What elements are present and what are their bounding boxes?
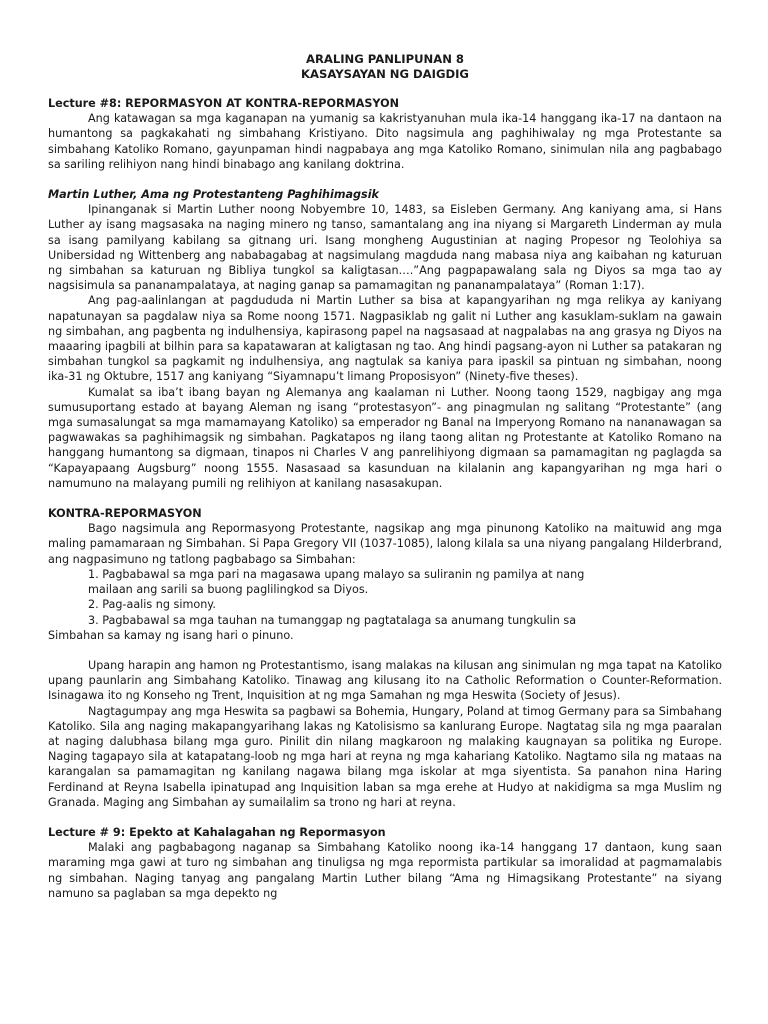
luther-paragraph-1: Ipinanganak si Martin Luther noong Nobyembre 10, 1483, sa Eisleben Germany. Ang kaniyang ama, si Hans Luther ay isang magsasaka na naging minero ng tanso, samantalang ang ina niyang si Margareth Linderman ay mula sa isang pamilyang kabilang sa gitnang uri. Isang mongheng Augustinian at naging Propesor ng Teolohiya sa Unibersidad ng Wittenberg ang nababagabag at nagsimulang magduda nang mabasa niya ang kaibahan ng katuruan ng simbahan sa katuruan ng Bibliya tungkol sa kaligtasan….”Ang pagpapawalang sala ng Diyos sa mga tao ay nagsisimula sa pananampalataya, at naging ganap sa pamamagitan ng pananampalataya” (Roman 1:17).: [48, 203, 722, 293]
kontra-paragraph-2: Upang harapin ang hamon ng Protestantismo, isang malakas na kilusan ang sinimulan ng mga tapat na Katoliko upang paunlarin ang Simbahang Katoliko. Tinawag ang kilusang ito na Catholic Reformation o Counter-Reformation. Isinagawa ito ng Konseho ng Trent, Inquisition at ng mga Samahan ng mga Heswita (Society of Jesus).: [48, 658, 722, 703]
kontra-paragraph-3: Nagtagumpay ang mga Heswita sa pagbawi sa Bohemia, Hungary, Poland at timog Germany para sa Simbahang Katoliko. Sila ang naging makapangyarihang lakas ng Katolisismo sa kanlurang Europe. Nagtatag sila ng mga paaralan at naging dalubhasa bilang mga guro. Pinilit din nilang magkaroon ng malaking kaugnayan sa politika ng Europe. Naging tagapayo sila at katapatang-loob ng mga hari at reyna ng mga kahariang Katoliko. Nagtamo sila ng mataas na karangalan sa pamamagitan ng kanilang nagawa bilang mga iskolar at mga siyentista. Sa panahon nina Haring Ferdinand at Reyna Isabella ipinatupad ang Inquisition laban sa mga erehe at Hudyo at nakidigma sa mga Muslim ng Granada. Maging ang Simbahan ay sumailalim sa trono ng hari at reyna.: [48, 704, 722, 809]
course-title: KASAYSAYAN NG DAIGDIG: [301, 67, 469, 81]
kontra-heading: KONTRA-REPORMASYON: [48, 507, 202, 521]
lecture-9-section: [48, 825, 722, 901]
kontra-section: [48, 506, 722, 810]
reform-list-item-1-continued: mailaan ang sarili sa buong paglilingkod sa Diyos.: [88, 583, 369, 597]
lecture-8-intro-paragraph: Ang katawagan sa mga kaganapan na yumanig sa kakristyanuhan mula ika-14 hanggang ika-17 na dantaon na humantong sa pagkakahati ng simbahang Kristiyano. Dito nagsimula ang paghihiwalay ng mga Protestante sa simbahang Katoliko Romano, gayunpaman hindi nagpabaya ang mga Katoliko Romano, sinimulan nila ang pagbabago sa sariling relihiyon nang hindi binabago ang kanilang doktrina.: [48, 112, 722, 171]
reform-list-item-3: 3. Pagbabawal sa mga tauhan na tumanggap ng pagtatalaga sa anumang tungkulin sa: [88, 613, 577, 627]
lecture-8-section: [48, 96, 722, 172]
luther-paragraph-2: Ang pag-aalinlangan at pagdududa ni Martin Luther sa bisa at kapangyarihan ng mga relikya ay kaniyang napatunayan sa pagdalaw niya sa Rome noong 1571. Nagpasiklab ng galit ni Luther ang kasuklam-suklam na gawain ng simbahan, ang pagbenta ng indulhensiya, kapirasong papel na nagsasaad at nagpalabas na ang grasya ng Diyos na maaaring ipagbili at bilhin para sa kapatawaran at kaligtasan ng tao. Ang hindi pagsang-ayon ni Luther sa patakaran ng simbahan tungkol sa pagkamit ng indulhensiya, ang nagtulak sa kaniya para ipaskil sa pintuan ng simbahan, noong ika-31 ng Oktubre, 1517 ang kaniyang “Siyamnapu’t limang Proposisyon” (Ninety-five theses).: [48, 294, 722, 384]
luther-paragraph-3: Kumalat sa iba’t ibang bayan ng Alemanya ang kaalaman ni Luther. Noong taong 1529, nagbigay ang mga sumusuportang estado at bayang Aleman ng isang “protestasyon”- ang pinagmulan ng salitang “Protestante” (ang mga sumasalungat sa mga mamamayang Katoliko) sa emperador ng Banal na Imperyong Romano na nananawagan sa pagwawakas sa paghihimagsik ng simbahan. Pagkatapos ng ilang taong alitan ng Protestante at Katoliko Romano na hanggang humantong sa digmaan, tinapos ni Charles V ang panrelihiyong digmaan sa pamamagitan ng paglagda sa “Kapayapaang Augsburg” noong 1555. Nasasaad sa kasunduan na kilalanin ang kapangyarihan ng mga hari o namumuno na malayang pumili ng relihiyon at kanilang nasasakupan.: [48, 385, 722, 490]
kontra-paragraph-1: Bago nagsimula ang Repormasyong Protestante, nagsikap ang mga pinunong Katoliko na maituwid ang mga maling pamamaraan ng Simbahan. Si Papa Gregory VII (1037-1085), lalong kilala sa una niyang pangalang Hilderbrand, ang nagpasimuno ng tatlong pagbabago sa Simbahan:: [48, 522, 722, 566]
reform-list-item-3-continued: Simbahan sa kamay ng isang hari o pinuno.: [48, 628, 294, 642]
document-header: [48, 52, 722, 82]
lecture-8-heading: Lecture #8: REPORMASYON AT KONTRA-REPORMASYON: [48, 97, 399, 110]
subject-title: ARALING PANLIPUNAN 8: [305, 52, 465, 66]
lecture-9-heading: Lecture # 9: Epekto at Kahalagahan ng Repormasyon: [48, 825, 386, 839]
reform-list-item-2: 2. Pag-aalis ng simony.: [88, 598, 216, 612]
luther-heading: Martin Luther, Ama ng Protestanteng Paghihimagsik: [48, 188, 379, 202]
luther-section: [48, 187, 722, 491]
reform-list-item-1: 1. Pagbabawal sa mga pari na magasawa upang malayo sa suliranin ng pamilya at nang: [88, 567, 585, 581]
lecture-9-paragraph-1: Malaki ang pagbabagong naganap sa Simbahang Katoliko noong ika-14 hanggang 17 dantaon, kung saan maraming mga gawi at turo ng simbahan ang tinuligsa ng mga repormista partikular sa imoralidad at pagmamalabis ng simbahan. Naging tanyag ang pangalang Martin Luther bilang “Ama ng Himagsikang Protestante” na siyang namuno sa paglaban sa mga depekto ng: [48, 841, 722, 900]
